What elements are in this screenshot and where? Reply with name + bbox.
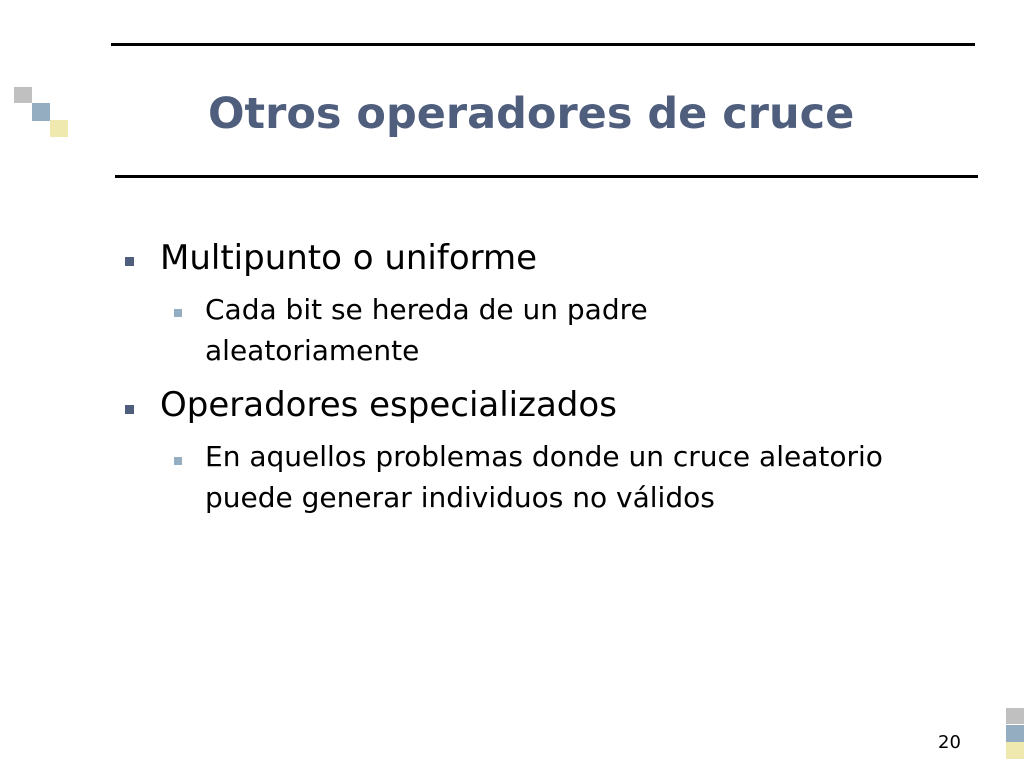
bullet-text: Operadores especializados [160, 385, 617, 425]
decorative-square-yellow [1006, 742, 1024, 759]
slide-title: Otros operadores de cruce [208, 89, 855, 139]
square-bullet-icon [125, 405, 134, 414]
title-top-rule [111, 43, 975, 46]
page-number: 20 [938, 732, 961, 753]
sub-bullet-text: En aquellos problemas donde un cruce aleatorio puede generar individuos no válidos [205, 440, 883, 514]
square-bullet-icon [174, 309, 182, 317]
bullet-text: Multipunto o uniforme [160, 238, 538, 278]
decorative-square-yellow [50, 120, 68, 137]
decorative-square-gray [1006, 708, 1024, 724]
title-bottom-rule [115, 175, 978, 178]
decorative-square-blue [1006, 725, 1024, 742]
square-bullet-icon [174, 457, 182, 465]
square-bullet-icon [125, 257, 134, 266]
decorative-square-blue [32, 103, 50, 121]
sub-bullet-text: Cada bit se hereda de un padre aleatoriamente [205, 293, 648, 367]
decorative-square-gray [14, 87, 32, 103]
